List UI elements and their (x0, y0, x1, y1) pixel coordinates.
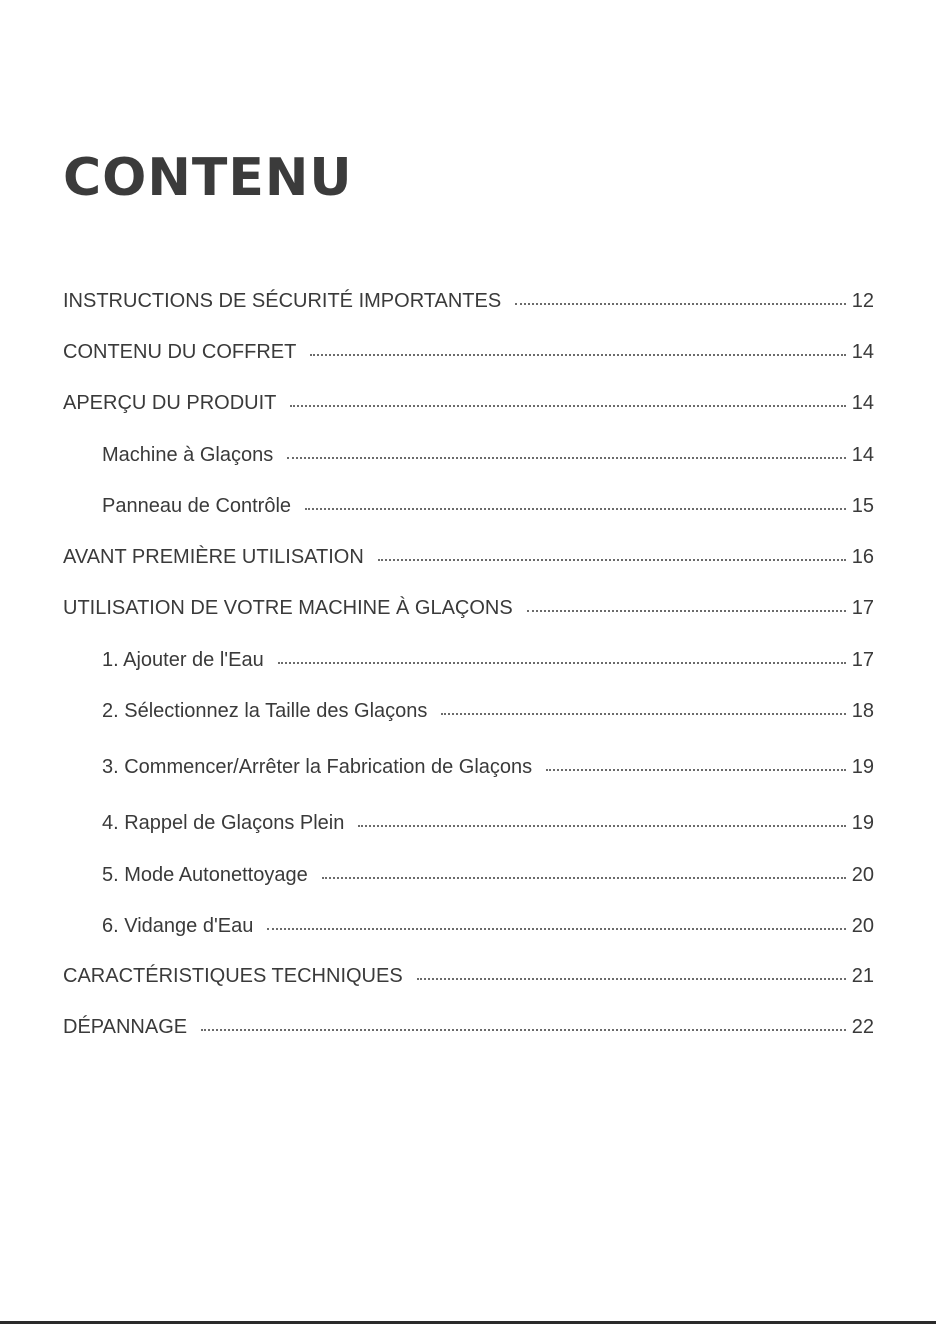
toc-page-number: 19 (851, 812, 874, 834)
toc-entry-label: 3. Commencer/Arrêter la Fabrication de Glaçons (102, 756, 533, 778)
toc-page-number: 22 (851, 1016, 874, 1038)
toc-entry-avant-premiere-utilisation[interactable] (63, 539, 874, 569)
toc-page-number: 18 (851, 700, 874, 722)
toc-entry-label: 1. Ajouter de l'Eau (102, 649, 264, 671)
toc-entry-label: 6. Vidange d'Eau (102, 915, 254, 937)
toc-page-number: 15 (851, 495, 874, 517)
toc-entry-label: Panneau de Contrôle (102, 495, 292, 517)
toc-page-number: 20 (851, 915, 874, 937)
toc-leader-dots (322, 877, 846, 879)
toc-page-number: 12 (851, 290, 874, 312)
toc-entry-vidange-eau[interactable] (102, 908, 874, 938)
toc-leader-dots (527, 610, 846, 612)
toc-entry-rappel-glacons-plein[interactable] (102, 805, 874, 835)
toc-entry-label: UTILISATION DE VOTRE MACHINE À GLAÇONS (63, 597, 513, 619)
toc-entry-contenu-coffret[interactable] (63, 334, 874, 364)
toc-leader-dots (287, 457, 846, 459)
toc-entry-ajouter-eau[interactable] (102, 642, 874, 672)
toc-entry-commencer-arreter[interactable] (102, 749, 874, 779)
toc-entry-label: APERÇU DU PRODUIT (63, 392, 277, 414)
toc-page-number: 20 (851, 864, 874, 886)
toc-leader-dots (305, 508, 846, 510)
toc-entry-label: AVANT PREMIÈRE UTILISATION (63, 546, 364, 568)
toc-leader-dots (201, 1029, 846, 1031)
toc-entry-label: 4. Rappel de Glaçons Plein (102, 812, 345, 834)
toc-entry-label: CARACTÉRISTIQUES TECHNIQUES (63, 965, 403, 987)
toc-leader-dots (310, 354, 845, 356)
toc-entry-label: DÉPANNAGE (63, 1016, 188, 1038)
toc-entry-depannage[interactable] (63, 1009, 874, 1039)
toc-page-number: 19 (851, 756, 874, 778)
toc-page-number: 21 (851, 965, 874, 987)
toc-entry-label: CONTENU DU COFFRET (63, 341, 297, 363)
toc-page-number: 14 (851, 392, 874, 414)
toc-entry-securite[interactable] (63, 283, 874, 313)
toc-leader-dots (546, 769, 846, 771)
toc-page-number: 17 (851, 597, 874, 619)
toc-entry-utilisation-machine[interactable] (63, 590, 874, 620)
toc-entry-panneau-controle[interactable] (102, 488, 874, 518)
toc-leader-dots (278, 662, 846, 664)
toc-leader-dots (515, 303, 846, 305)
toc-leader-dots (358, 825, 845, 827)
toc-leader-dots (417, 978, 846, 980)
toc-entry-label: INSTRUCTIONS DE SÉCURITÉ IMPORTANTES (63, 290, 502, 312)
toc-entry-machine-glacons[interactable] (102, 437, 874, 467)
toc-entry-label: 5. Mode Autonettoyage (102, 864, 308, 886)
toc-leader-dots (441, 713, 845, 715)
toc-page-number: 16 (851, 546, 874, 568)
toc-entry-apercu-produit[interactable] (63, 385, 874, 415)
toc-page-number: 14 (851, 444, 874, 466)
toc-leader-dots (378, 559, 846, 561)
toc-leader-dots (290, 405, 845, 407)
toc-entry-label: Machine à Glaçons (102, 444, 274, 466)
toc-page-number: 17 (851, 649, 874, 671)
toc-entry-taille-glacons[interactable] (102, 693, 874, 723)
toc-entry-mode-autonettoyage[interactable] (102, 857, 874, 887)
page-title: CONTENU (63, 148, 353, 208)
toc-entry-caracteristiques[interactable] (63, 958, 874, 988)
toc-leader-dots (267, 928, 845, 930)
toc-page-number: 14 (851, 341, 874, 363)
toc-entry-label: 2. Sélectionnez la Taille des Glaçons (102, 700, 428, 722)
